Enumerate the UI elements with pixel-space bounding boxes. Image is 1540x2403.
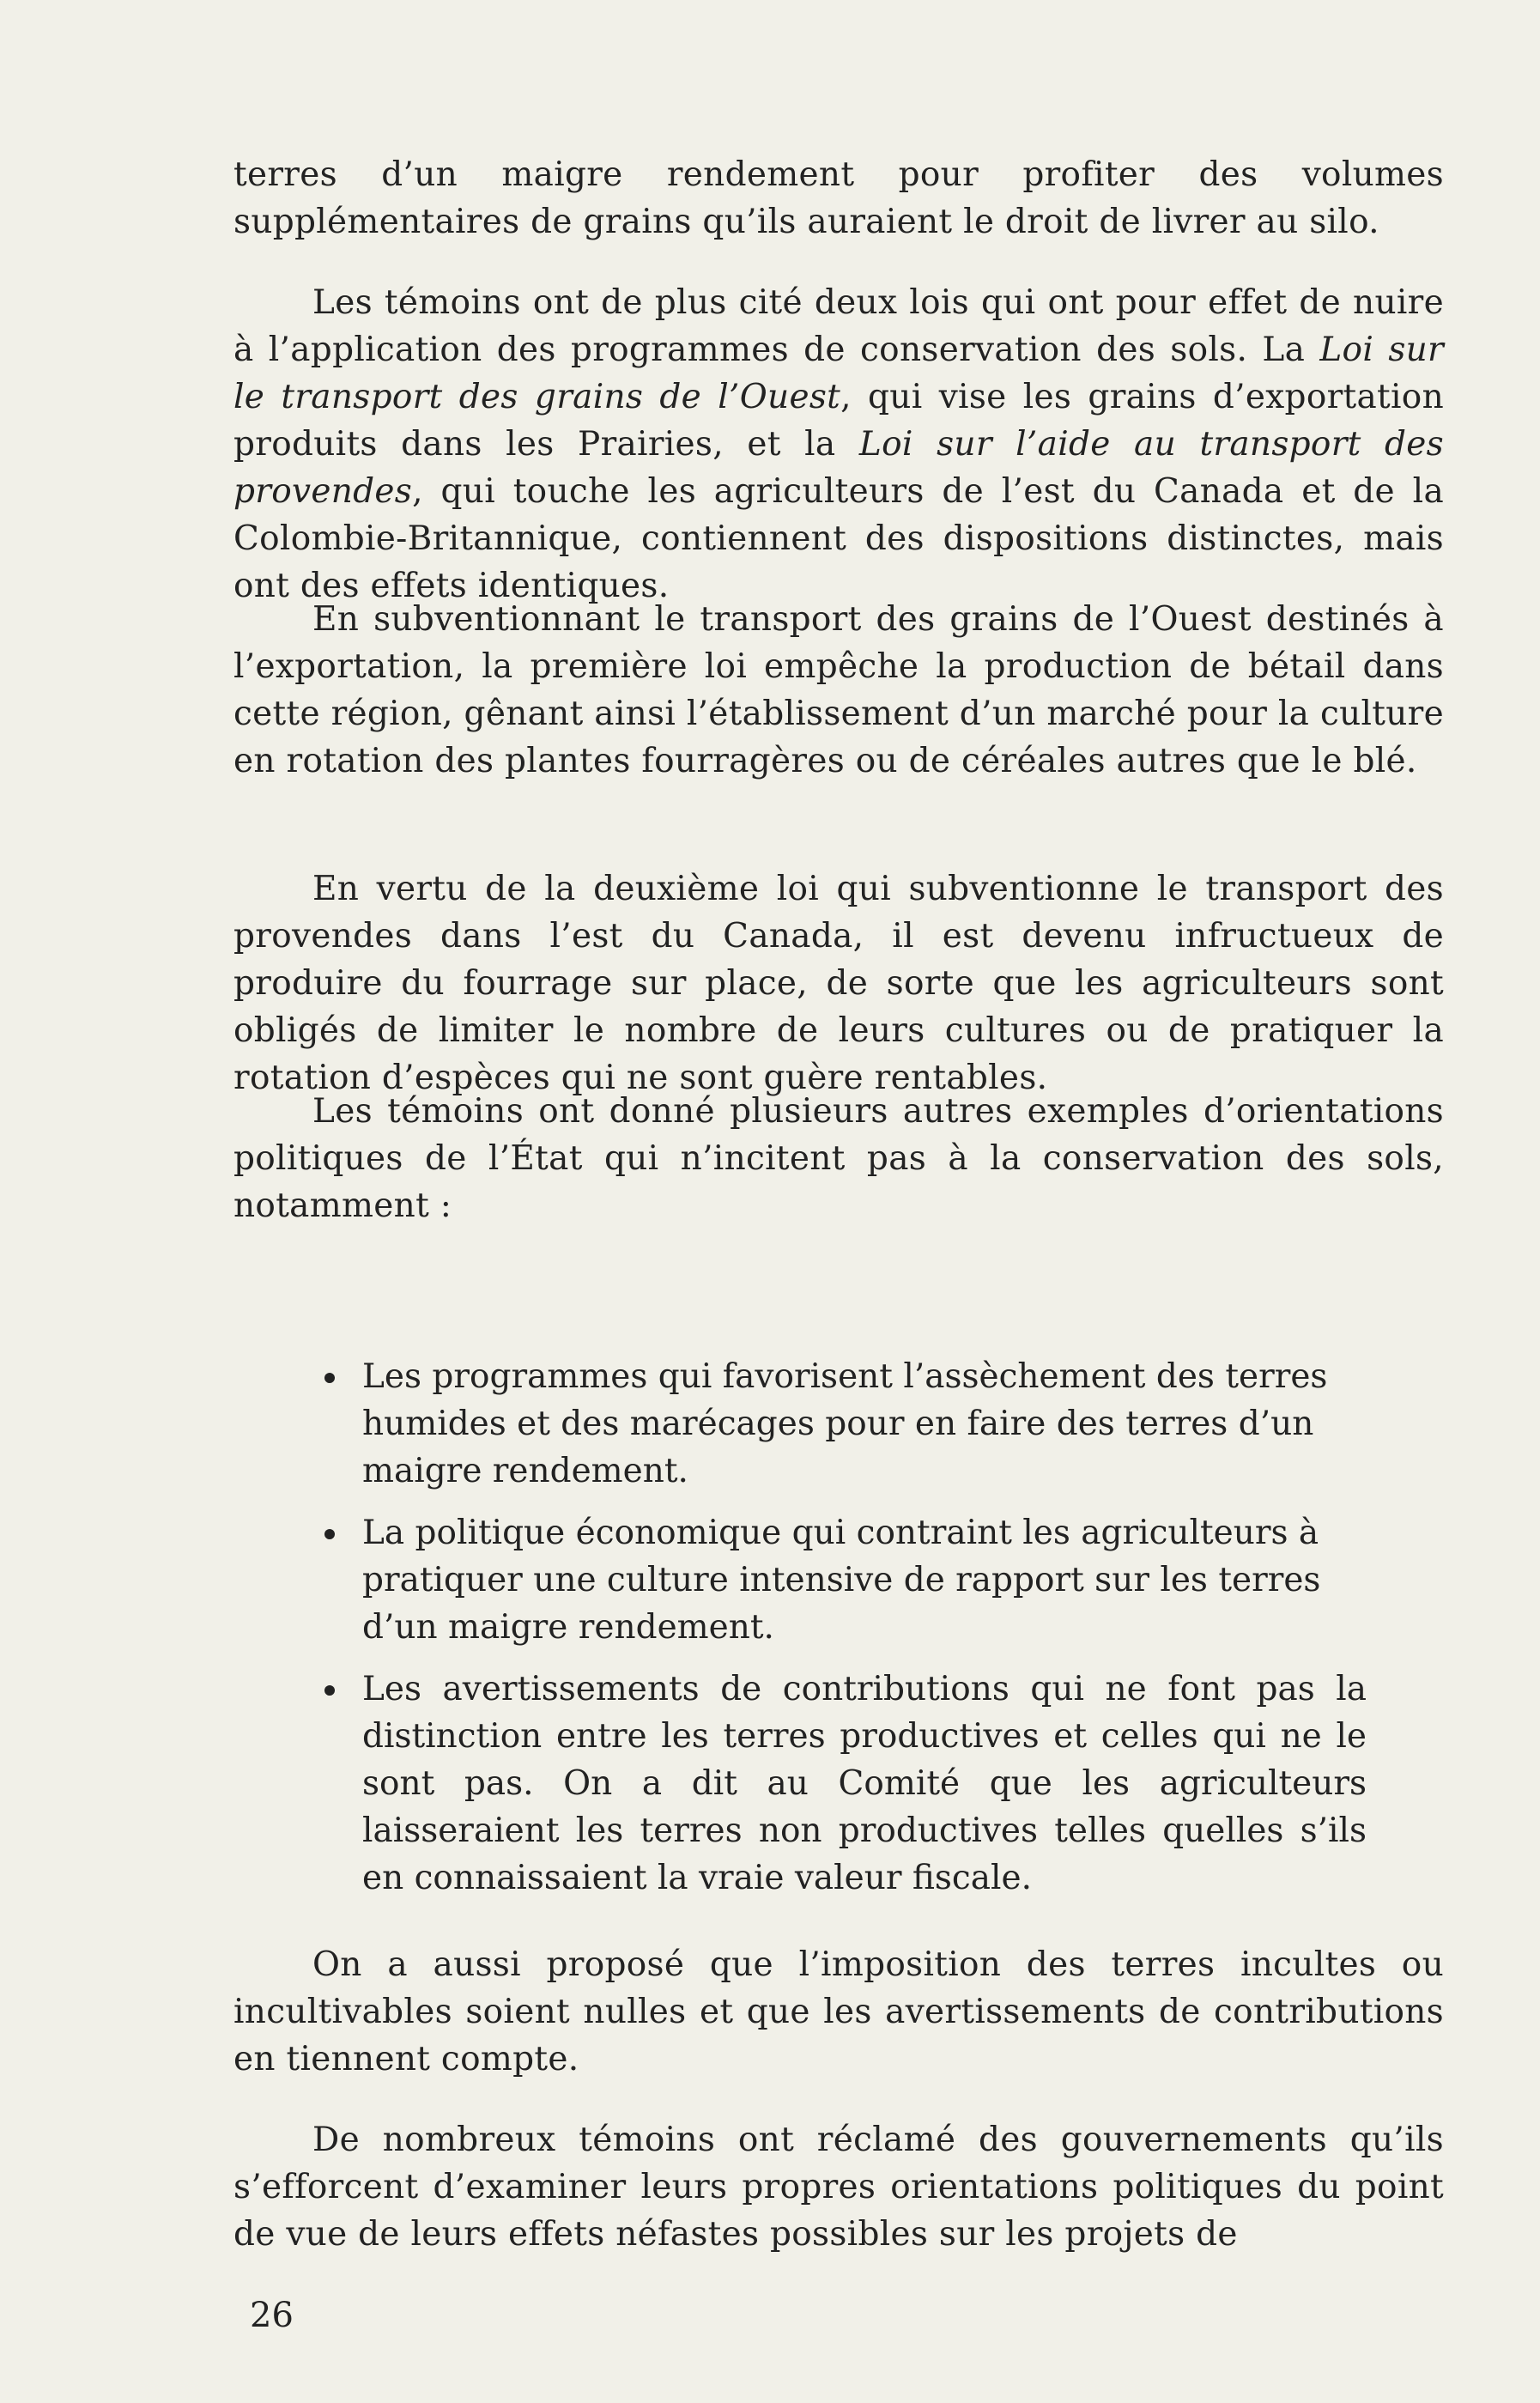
paragraph-2-text-b: , qui vise les grains d’exportation produits dans les Prairies, et la <box>233 378 1445 464</box>
bullet-icon <box>324 1373 335 1383</box>
bullet-item <box>318 1509 1367 1651</box>
bullet-list <box>318 1353 1367 1902</box>
paragraph-2-text-c: , qui touche les agriculteurs de l’est du Canada et de la Colombie-Britannique, contiennent des dispositions distinctes, mais ont des effets identiques. <box>233 472 1444 605</box>
bullet-text: Les programmes qui favorisent l’assèchement des terres humides et des marécages pour en faire des terres d’un maigre rendement. <box>362 1357 1328 1490</box>
bullet-item <box>318 1666 1367 1902</box>
page-number: 26 <box>250 2296 294 2335</box>
bullet-text: La politique économique qui contraint les agriculteurs à pratiquer une culture intensive de rapport sur les terres d’un maigre rendement. <box>362 1514 1321 1647</box>
law-title-western-grain: Loi sur le transport des grains de l’Ouest <box>233 331 1444 416</box>
paragraph-1: terres d’un maigre rendement pour profiter des volumes supplémentaires de grains qu’ils auraient le droit de livrer au silo. <box>233 155 1444 241</box>
bullet-icon <box>324 1529 335 1539</box>
paragraph-4: En vertu de la deuxième loi qui subventionne le transport des provendes dans l’est du Canada, il est devenu infructueux de produire du fourrage sur place, de sorte que les agriculteurs sont obligés de limiter le nombre de leurs cultures ou de pratiquer la rotation d’espèces qui ne sont guère rentables. <box>233 870 1444 1097</box>
bullet-icon <box>324 1685 335 1696</box>
bullet-item <box>318 1353 1367 1495</box>
paragraph-2-text-a: Les témoins ont de plus cité deux lois qui ont pour effet de nuire à l’application des programmes de conservation des sols. La <box>233 283 1444 369</box>
paragraph-2 <box>233 279 1445 605</box>
paragraph-5: Les témoins ont donné plusieurs autres exemples d’orientations politiques de l’État qui n’incitent pas à la conservation des sols, notamment : <box>233 1092 1444 1225</box>
body-text-top <box>233 151 1444 1229</box>
paragraph-6: On a aussi proposé que l’imposition des terres incultes ou incultivables soient nulles et que les avertissements de contributions en tiennent compte. <box>233 1945 1444 2078</box>
law-title-feed-freight: Loi sur l’aide au transport des provendes <box>233 425 1444 511</box>
paragraph-7: De nombreux témoins ont réclamé des gouvernements qu’ils s’efforcent d’examiner leurs propres orientations politiques du point de vue de leurs effets néfastes possibles sur les projets de <box>233 2121 1444 2254</box>
body-text-bottom <box>233 1941 1444 2258</box>
bullet-text: Les avertissements de contributions qui ne font pas la distinction entre les terres productives et celles qui ne le sont pas. On a dit au Comité que les agriculteurs laisseraient les terres non productives telles quelles s’ils en connaissaient la vraie valeur fiscale. <box>362 1670 1367 1897</box>
paragraph-3: En subventionnant le transport des grains de l’Ouest destinés à l’exportation, la première loi empêche la production de bétail dans cette région, gênant ainsi l’établissement d’un marché pour la culture en rotation des plantes fourragères ou de céréales autres que le blé. <box>233 600 1444 780</box>
